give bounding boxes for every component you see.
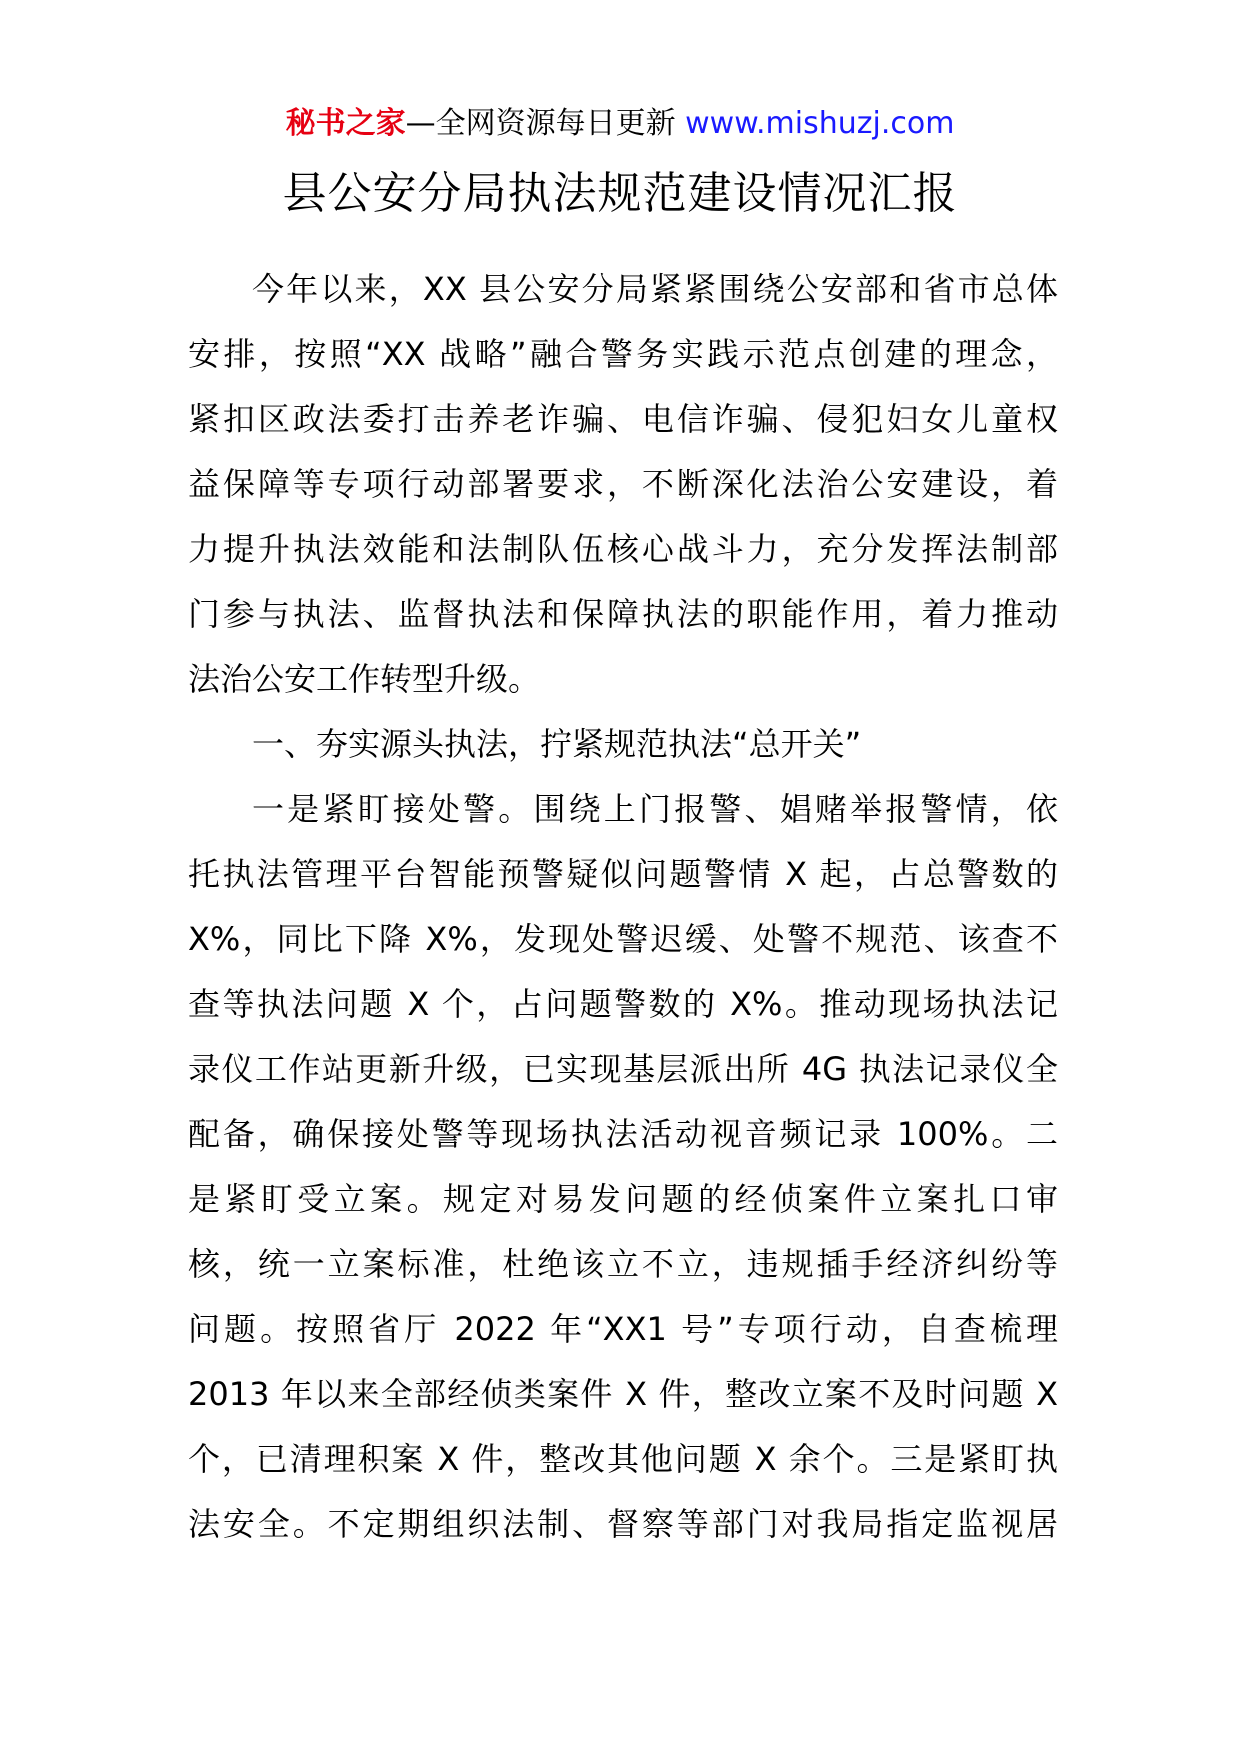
paragraph-line: 一是紧盯接处警。围绕上门报警、娼赌举报警情，依	[252, 790, 1058, 828]
paragraph-line: 个，已清理积案 X 件，整改其他问题 X 余个。三是紧盯执	[188, 1440, 1058, 1478]
site-brand: 秘书之家	[285, 106, 406, 141]
paragraph-section-1	[188, 777, 1058, 1557]
paragraph-line: 法安全。不定期组织法制、督察等部门对我局指定监视居	[188, 1505, 1058, 1543]
paragraph-line: 是紧盯受立案。规定对易发问题的经侦案件立案扎口审	[188, 1180, 1058, 1218]
site-slogan: —全网资源每日更新	[405, 106, 676, 141]
site-banner	[0, 102, 1240, 146]
document-title: 县公安分局执法规范建设情况汇报	[282, 168, 958, 219]
paragraph-line: 紧扣区政法委打击养老诈骗、电信诈骗、侵犯妇女儿童权	[188, 400, 1058, 438]
paragraph-line: 益保障等专项行动部署要求，不断深化法治公安建设，着	[188, 465, 1058, 503]
paragraph-intro	[188, 257, 1058, 712]
paragraph-line: 托执法管理平台智能预警疑似问题警情 X 起，占总警数的	[188, 855, 1058, 893]
paragraph-line: 今年以来，XX 县公安分局紧紧围绕公安部和省市总体	[252, 270, 1058, 308]
paragraph-line: 2013 年以来全部经侦类案件 X 件，整改立案不及时问题 X	[188, 1375, 1058, 1413]
paragraph-line: 问题。按照省厅 2022 年“XX1 号”专项行动，自查梳理	[188, 1310, 1058, 1348]
paragraph-line: 门参与执法、监督执法和保障执法的职能作用，着力推动	[188, 595, 1058, 633]
paragraph-line: 安排，按照“XX 战略”融合警务实践示范点创建的理念，	[188, 335, 1058, 373]
paragraph-line: 力提升执法效能和法制队伍核心战斗力，充分发挥法制部	[188, 530, 1058, 568]
section-heading-text: 一、夯实源头执法，拧紧规范执法“总开关”	[252, 725, 862, 763]
paragraph-line: 核，统一立案标准，杜绝该立不立，违规插手经济纠纷等	[188, 1245, 1058, 1283]
site-url-link[interactable]: www.mishuzj.com	[685, 106, 955, 141]
paragraph-line: 配备，确保接处警等现场执法活动视音频记录 100%。二	[188, 1115, 1058, 1153]
paragraph-line: 查等执法问题 X 个，占问题警数的 X%。推动现场执法记	[188, 985, 1058, 1023]
paragraph-line: 录仪工作站更新升级，已实现基层派出所 4G 执法记录仪全	[188, 1050, 1058, 1088]
paragraph-line: X%，同比下降 X%，发现处警迟缓、处警不规范、该查不	[188, 920, 1058, 958]
paragraph-line: 法治公安工作转型升级。	[188, 660, 541, 698]
section-heading-1	[188, 712, 1058, 777]
